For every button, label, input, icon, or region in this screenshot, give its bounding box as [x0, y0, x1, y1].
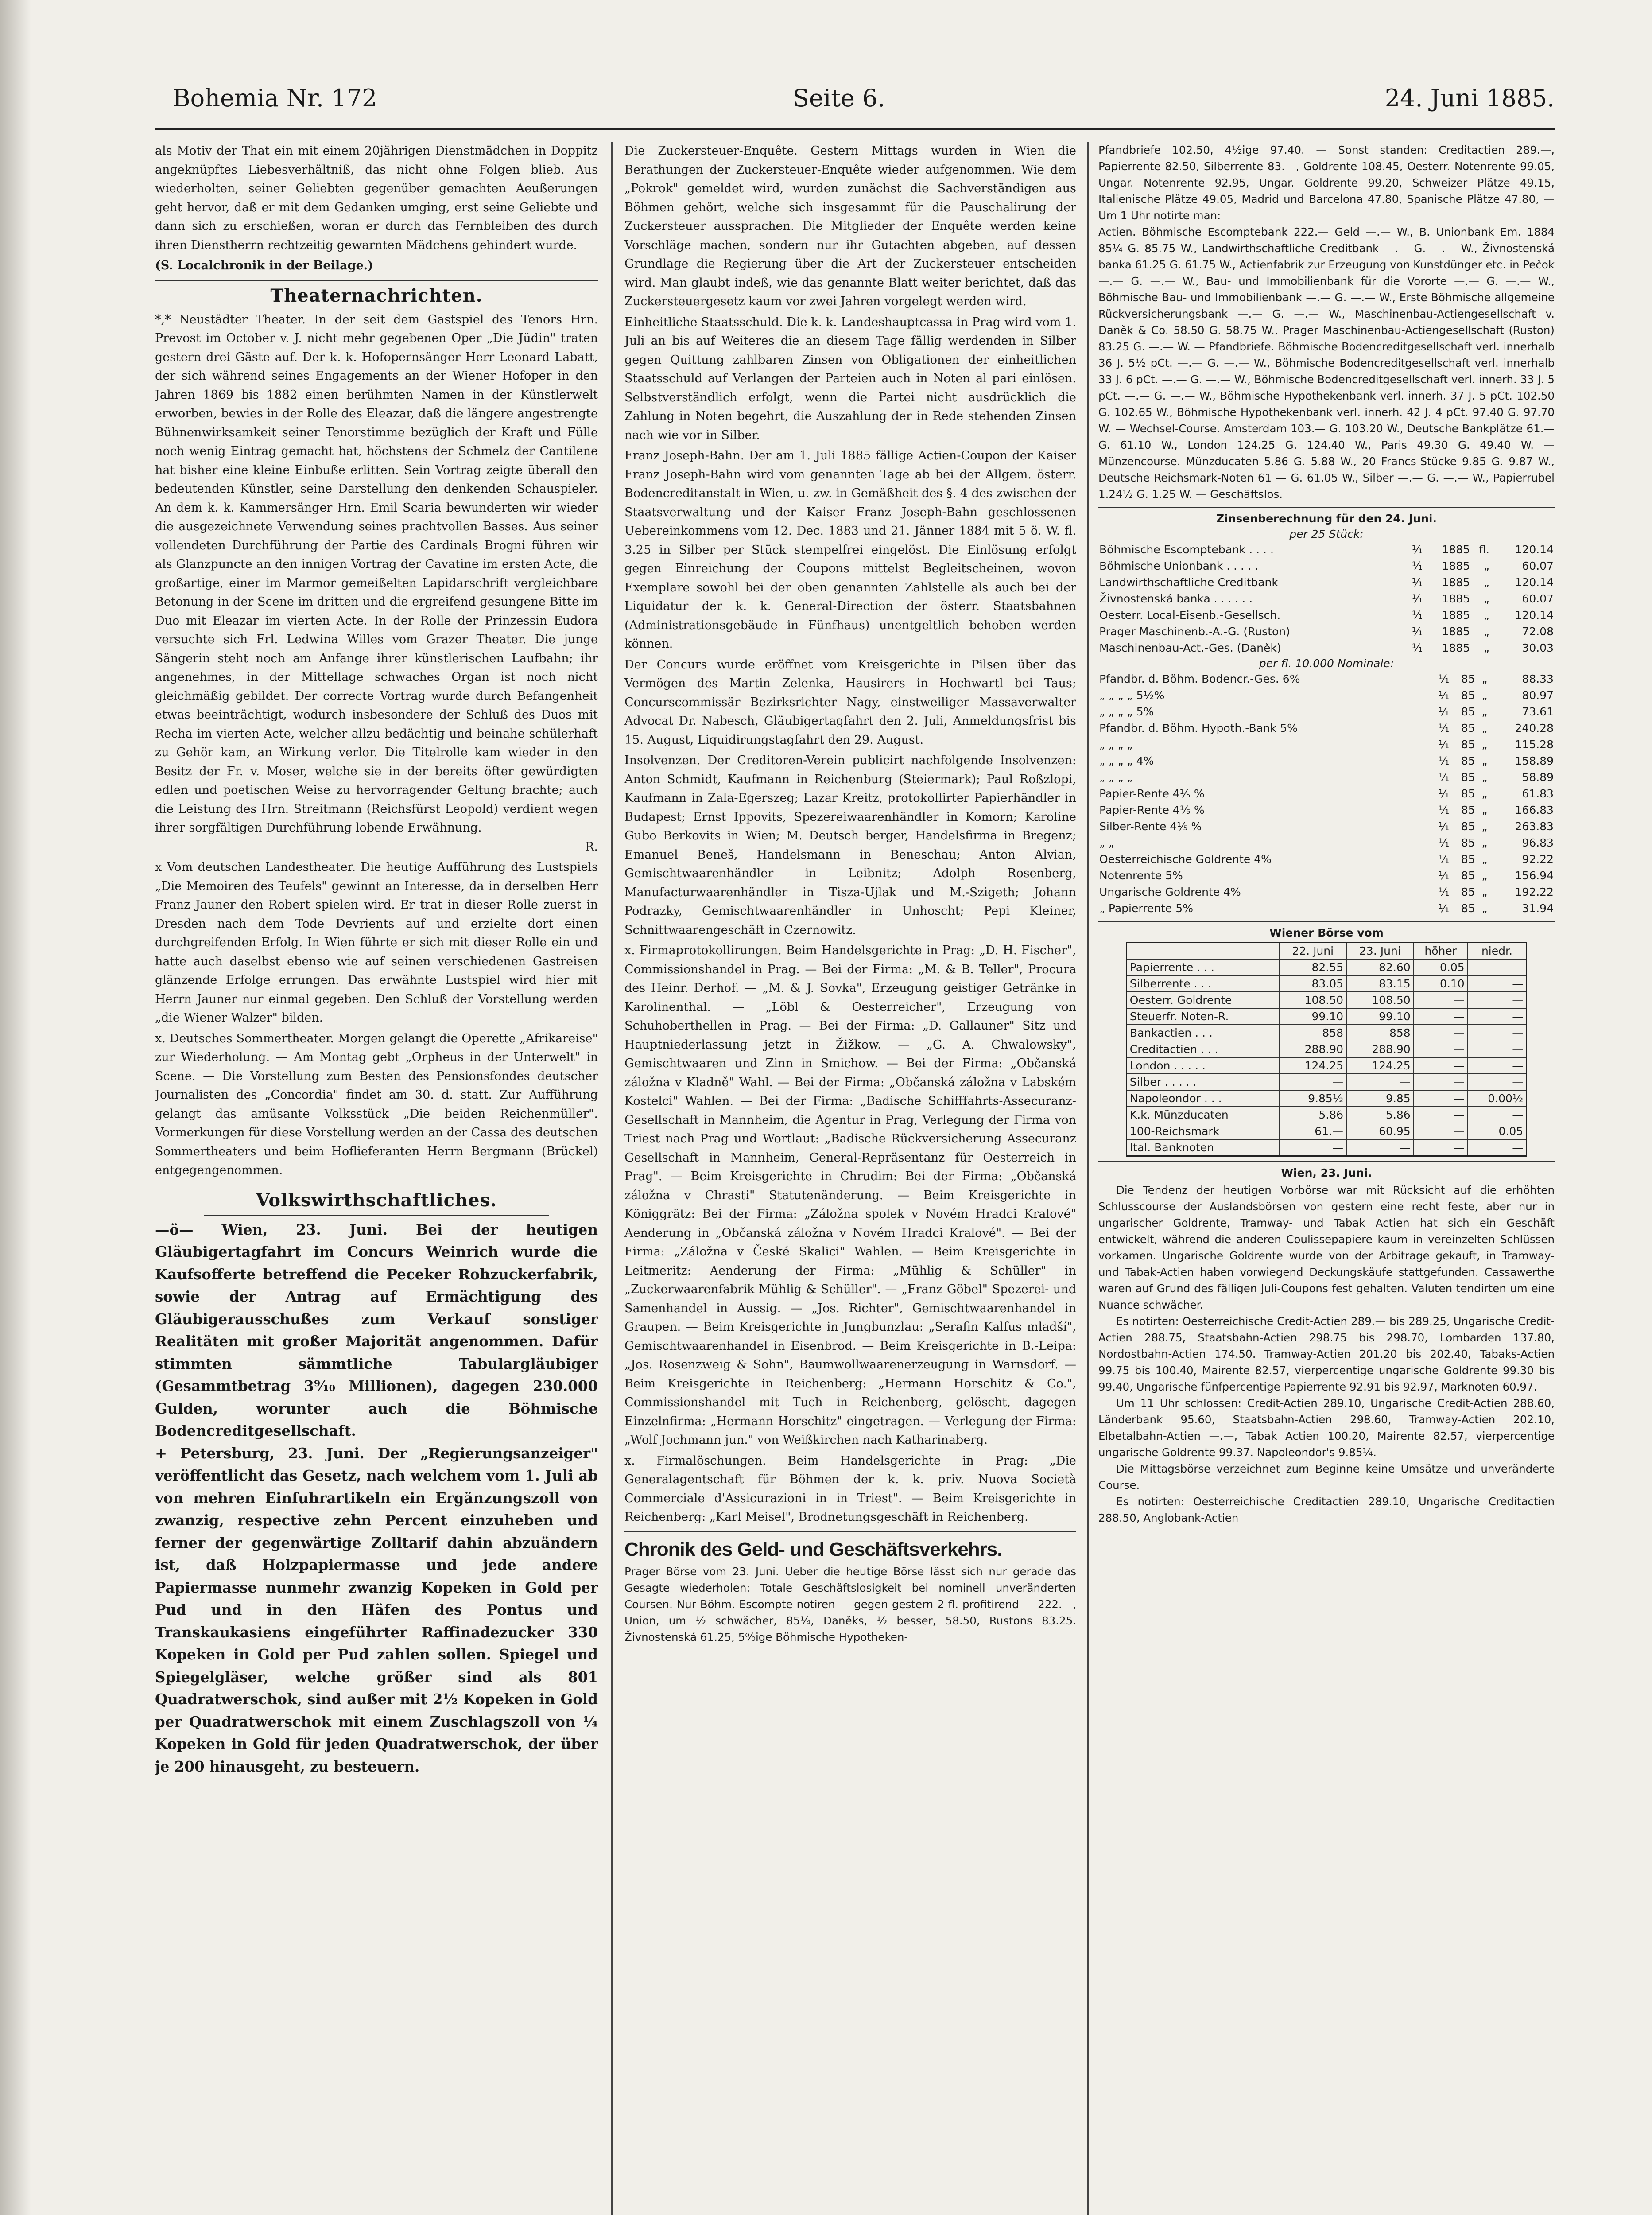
- zinsen-fraction: ¹⁄₁: [1412, 641, 1423, 654]
- zinsen-table-bonds: [1098, 671, 1555, 917]
- section-heading-theatre: Theaternachrichten.: [270, 285, 483, 306]
- boerse-cell: 108.50: [1279, 992, 1346, 1008]
- zinsen-value: 92.22: [1522, 853, 1554, 866]
- boerse-cell: 0.00½: [1468, 1090, 1527, 1107]
- zinsen-currency: „: [1484, 592, 1489, 605]
- zinsen-value: 120.14: [1515, 609, 1554, 622]
- column-2: [624, 142, 1076, 2215]
- boerse-cell: 83.15: [1346, 975, 1414, 992]
- zinsen-row: [1098, 607, 1555, 623]
- divider-short: [204, 1215, 549, 1216]
- zinsen-sub-25: per 25 Stück:: [1289, 528, 1364, 540]
- boerse-cell: —: [1414, 1107, 1468, 1123]
- zinsen-row: [1098, 818, 1555, 835]
- boerse-cell: —: [1468, 1139, 1527, 1156]
- zinsen-row: [1098, 900, 1555, 917]
- zinsen-fraction: ¹⁄₁: [1438, 804, 1450, 816]
- zinsen-sub-nominale: per fl. 10.000 Nominale:: [1259, 657, 1394, 670]
- column-divider-1: [611, 142, 613, 2215]
- zinsen-name: Papier-Rente 4¹⁄₅ %: [1099, 787, 1205, 800]
- zinsen-row: [1098, 769, 1555, 785]
- market-actien: Actien. Böhmische Escomptebank 222.— Geld —.— W., B. Unionbank Em. 1884 85¼ G. 85.75 W., Landwirthschaftliche Creditbank —.— G. —.— W., Živnostenská banka 61.25 G. 61.75 W., Actienfabrik zur Erzeugung von Kunstdünger etc. in Pečok —.— G. —.— W., Bau- und Immobilienbank für die Vororte —.— G. —.— W., Böhmische Bau- und Immobilienbank —.— G. —.— W., Erste Böhmische allgemeine Rückversicherungsbank —.— G. —.— W., Maschinenbau-Actiengesellschaft v. Daněk & Co. 58.50 G. 58.75 W., Prager Maschinenbau-Actiengesellschaft (Ruston) 83.25 G. —.— W. — Pfandbriefe. Böhmische Bodencreditgesellschaft verl. innerhalb 36 J. 5½ pCt. —.— G. —.— W., Böhmische Bodencreditgesellschaft verl. innerhalb 33 J. 6 pCt. —.— G. —.— W., Böhmische Bodencreditgesellschaft verl. innerh. 33 J. 5 pCt. —.— G. —.— W., Böhmische Hypothekenbank verl. innerh. 37 J. 5 pCt. 102.50 G. 102.65 W., Böhmische Hypothekenbank verl. innerh. 42 J. 4 pCt. 97.40 G. 97.70 W. — Wechsel-Course. Amsterdam 103.— G. 103.20 W., Deutsche Bankplätze 61.— G. 61.10 W., London 124.25 G. 124.40 W., Paris 49.30 G. 49.40 W. — Münzencourse. Münzducaten 5.86 G. 5.88 W., 20 Francs-Stücke 9.85 G. 9.87 W., Deutsche Reichsmark-Noten 61 — G. 61.05 W., Silber —.— G. —.— W., Papierrubel 1.24½ G. 1.25 W. — Geschäftslos.: [1098, 225, 1555, 501]
- page-header: [128, 75, 1555, 124]
- zinsen-year: 85: [1461, 722, 1475, 734]
- article-prager-boerse: Prager Börse vom 23. Juni. Ueber die heutige Börse lässt sich nur gerade das Gesagte wiederholen: Totale Geschäftslosigkeit bei nominell unveränderten Coursen. Nur Böhm. Escompte notiren — gegen gestern 2 fl. profitirend — 222.—, Union, um ½ schwächer, 85¼, Daněks, ½ besser, 58.50, Rustons 83.25. Živnostenská 61.25, 5⁰⁄₀ige Böhmische Hypotheken-: [624, 1565, 1076, 1644]
- zinsen-fraction: ¹⁄₁: [1438, 722, 1450, 734]
- zinsen-name: „ „: [1099, 836, 1114, 849]
- boerse-row: [1126, 1008, 1526, 1025]
- zinsen-value: 156.94: [1515, 869, 1554, 882]
- zinsen-currency: „: [1484, 576, 1489, 589]
- article-firmaloeschungen: x. Firmalöschungen. Beim Handelsgerichte in Prag: „Die Generalagentschaft für Böhmen der k. k. priv. Nuova Società Commerciale d'Assicurazioni in in Triest". — Beim Kreisgerichte in Reichenberg: „Karl Meisel", Brodnetungsgeschäft in Reichenberg.: [624, 1453, 1076, 1524]
- boerse-cell: Steuerfr. Noten-R.: [1126, 1008, 1279, 1025]
- zinsen-name: Ungarische Goldrente 4%: [1099, 886, 1241, 898]
- zinsen-year: 1885: [1442, 560, 1470, 572]
- zinsen-year: 85: [1461, 869, 1475, 882]
- zinsen-year: 85: [1461, 754, 1475, 767]
- boerse-column-header: 23. Juni: [1346, 943, 1414, 960]
- boerse-cell: Napoleondor . . .: [1126, 1090, 1279, 1107]
- zinsen-name: „ „ „ „: [1099, 771, 1133, 784]
- boerse-cell: 82.55: [1279, 959, 1346, 975]
- article-franz-joseph-bahn: Franz Joseph-Bahn. Der am 1. Juli 1885 fällige Actien-Coupon der Kaiser Franz Joseph-Bahn wird vom genannten Tage ab bei der Allgem. österr. Bodencreditanstalt in Wien, u. zw. in Gemäßheit des §. 4 des zwischen der Staatsverwaltung und der Kaiser Franz Joseph-Bahn geschlossenen Uebereinkommens vom 12. Dec. 1883 und 21. Jänner 1884 mit 5 ö. W. fl. 3.25 in Silber per Stück stempelfrei eingelöst. Die Einlösung erfolgt gegen Einreichung der Coupons mittelst Begleitscheinen, wovon Exemplare sowohl bei der oben genannten Zahlstelle als auch bei der Liquidatur der k. k. General-Direction der österr. Staatsbahnen (Administrationsgebäude in Fünfhaus) unentgeltlich behoben werden können.: [624, 449, 1076, 651]
- boerse-row: [1126, 1123, 1526, 1139]
- boerse-cell: 288.90: [1279, 1041, 1346, 1057]
- zinsen-name: „ „ „ „ 4%: [1099, 754, 1154, 767]
- zinsen-name: Landwirthschaftliche Creditbank: [1099, 576, 1278, 589]
- zinsen-row: [1098, 867, 1555, 884]
- zinsen-name: Prager Maschinenb.-A.-G. (Ruston): [1099, 625, 1290, 638]
- zinsen-year: 85: [1461, 705, 1475, 718]
- zinsen-currency: „: [1481, 754, 1488, 767]
- divider: [1098, 1161, 1555, 1162]
- article-insolvenzen: Insolvenzen. Der Creditoren-Verein publicirt nachfolgende Insolvenzen: Anton Schmidt, Kaufmann in Reichenburg (Steiermark); Paul Roßzlopi, Kaufmann in Zala-Egerszeg; Lazar Kreitz, protokollirter Papierhändler in Budapest; Ernst Ippovits, Spezereiwaarenhändler in Komorn; Karoline Gubo Berkovits in Wien; M. Deutsch berger, Handelsfirma in Bregenz; Emanuel Beneš, Handelsmann in Beneschau; Anton Alvian, Gemischtwaarenhändler in Leibnitz; Adolph Rosenberg, Manufacturwaarenhändler in Tisza-Ujlak und M.-Szigeth; Johann Podrazky, Gemischtwaarenhändler in Unhoscht; Pepi Kleiner, Schnittwaarengeschäft in Czernowitz.: [624, 754, 1076, 937]
- zinsen-value: 96.83: [1522, 836, 1554, 849]
- boerse-cell: 0.05: [1468, 1123, 1527, 1139]
- zinsen-row: [1098, 835, 1555, 851]
- zinsen-currency: „: [1481, 722, 1488, 734]
- zinsen-currency: „: [1481, 771, 1488, 784]
- boerse-header-row: [1126, 943, 1526, 960]
- boerse-cell: 5.86: [1346, 1107, 1414, 1123]
- zinsen-year: 85: [1461, 787, 1475, 800]
- zinsen-row: [1098, 687, 1555, 703]
- article-wien: —ö— Wien, 23. Juni. Bei der heutigen Gläubigertagfahrt im Concurs Weinrich wurde die Kaufsofferte betreffend die Peceker Rohzuckerfabrik, sowie der Antrag auf Ermächtigung des Gläubigerausschußes zum Verkauf sonstiger Realitäten mit großer Majorität angenommen. Dafür stimmten sämmtliche Tabulargläubiger (Gesammtbetrag 3⁹⁄₁₀ Millionen), dagegen 230.000 Gulden, worunter auch die Böhmische Bodencreditgesellschaft.: [155, 1220, 598, 1439]
- zinsen-fraction: ¹⁄₁: [1438, 886, 1450, 898]
- boerse-row: [1126, 1107, 1526, 1123]
- zinsen-fraction: ¹⁄₁: [1438, 738, 1450, 751]
- zinsen-value: 80.97: [1522, 689, 1554, 702]
- zinsen-year: 85: [1461, 902, 1475, 915]
- boerse-cell: Creditactien . . .: [1126, 1041, 1279, 1057]
- zinsen-year: 85: [1461, 672, 1475, 685]
- boerse-cell: —: [1414, 1008, 1468, 1025]
- zinsen-value: 263.83: [1515, 820, 1554, 833]
- boerse-cell: 0.10: [1414, 975, 1468, 992]
- boerse-cell: 60.95: [1346, 1123, 1414, 1139]
- boerse-column-header: [1126, 943, 1279, 960]
- zinsen-currency: „: [1484, 609, 1489, 622]
- zinsen-currency: „: [1481, 689, 1488, 702]
- zinsen-currency: „: [1484, 625, 1489, 638]
- boerse-cell: 0.05: [1414, 959, 1468, 975]
- zinsen-name: Pfandbr. d. Böhm. Hypoth.-Bank 5%: [1099, 722, 1298, 734]
- zinsen-fraction: ¹⁄₁: [1438, 902, 1450, 915]
- section-heading-economy: Volkswirthschaftliches.: [256, 1189, 497, 1211]
- zinsen-row: [1098, 720, 1555, 736]
- boerse-cell: —: [1414, 1057, 1468, 1074]
- zinsen-year: 1885: [1442, 609, 1470, 622]
- boerse-cell: 288.90: [1346, 1041, 1414, 1057]
- zinsen-name: „ „ „ „: [1099, 738, 1133, 751]
- header-issue: Bohemia Nr. 172: [173, 84, 377, 112]
- column-divider-2: [1087, 142, 1089, 2215]
- article-neustaedter-theater: *,* Neustädter Theater. In der seit dem Gastspiel des Tenors Hrn. Prevost im October v. J. nicht mehr gegebenen Oper „Die Jüdin" traten gestern drei Gäste auf. Der k. k. Hofopernsänger Herr Leonard Labatt, der sich während seines Engagements an der Wiener Hofoper in den Jahren 1869 bis 1882 einen berühmten Namen in der Künstlerwelt erworben, bewies in der Rolle des Eleazar, daß die längere angestrengte Bühnenwirksamkeit seiner Tenorstimme bezüglich der Kraft und Fülle noch wenig Eintrag gemacht hat, höchstens der Schmelz der Cantilene hat bisher eine kleine Einbuße erlitten. Sein Vortrag zeigte überall den bedeutenden Künstler, seine Darstellung den denkenden Schauspieler. An dem k. k. Kammersänger Hrn. Emil Scaria bewunderten wir wieder die ausgezeichnete Verwendung seines prachtvollen Basses. Aus seiner vollendeten Durchführung der Partie des Cardinals Brogni führen wir als Glanzpuncte an den innigen Vortrag der Cavatine im ersten Acte, die großartige, einer im Marmor gemeißelten Lapidarschrift vergleichbare Betonung in der Scene im dritten und die ergreifend gesungene Bitte im Duo mit Eleazar im vierten Acte. In der Rolle der Prinzessin Eudora versuchte sich Frl. Ledwina Willes vom Grazer Theater. Die junge Sängerin steht noch am Anfange ihrer künstlerischen Laufbahn; ihr angenehmes, in der Mittellage schwaches Organ ist noch nicht gleichmäßig gebildet. Der correcte Vortrag wurde durch Befangenheit etwas beeinträchtigt, wodurch insbesondere der Schluß des Duos mit Recha im vierten Acte, welcher allzu bedächtig und beinahe schülerhaft zu Gehör kam, an Wirkung verlor. Die Titelrolle kam wieder in den Besitz der Fr. v. Moser, welche sie in der bereits öfter gewürdigten edlen und poetischen Weise zu hervorragender Geltung brachte; auch die Leistung des Hrn. Streitmann (Reichsfürst Leopold) verdient wegen ihrer sorgfältigen Durchführung lobende Erwähnung.: [155, 312, 598, 835]
- boerse-cell: K.k. Münzducaten: [1126, 1107, 1279, 1123]
- zinsen-row: [1098, 884, 1555, 900]
- zinsen-year: 85: [1461, 886, 1475, 898]
- boerse-cell: London . . . . .: [1126, 1057, 1279, 1074]
- zinsen-fraction: ¹⁄₁: [1438, 836, 1450, 849]
- boerse-cell: 100-Reichsmark: [1126, 1123, 1279, 1139]
- zinsen-year: 85: [1461, 836, 1475, 849]
- zinsen-value: 72.08: [1522, 625, 1554, 638]
- zinsen-currency: „: [1481, 787, 1488, 800]
- boerse-cell: 99.10: [1279, 1008, 1346, 1025]
- zinsen-name: Böhmische Unionbank . . . . .: [1099, 560, 1258, 572]
- zinsen-currency: „: [1481, 853, 1488, 866]
- market-continued: Pfandbriefe 102.50, 4½ige 97.40. — Sonst standen: Creditactien 289.—, Papierrente 82.50, Silberrente 83.—, Goldrente 108.45, Oesterr. Notenrente 99.05, Ungar. Notenrente 92.95, Ungar. Goldrente 99.20, Schweizer Plätze 49.15, Italienische Plätze 49.05, Madrid und Barcelona 47.80, Spanische Plätze 47.80, — Um 1 Uhr notirte man:: [1098, 144, 1555, 222]
- zinsen-row: [1098, 703, 1555, 720]
- zinsen-row: [1098, 541, 1555, 558]
- wien-report-2: Es notirten: Oesterreichische Credit-Actien 289.— bis 289.25, Ungarische Credit-Actien 288.75, Staatsbahn-Actien 298.75 bis 298.70, Lombarden 137.80, Nordostbahn-Actien 174.50. Tramway-Actien 201.20 bis 202.40, Tabaks-Actien 99.75 bis 100.40, Mairente 82.57, vierpercentige ungarische Goldrente 99.30 bis 99.40, Ungarische fünfpercentige Papierrente 92.91 bis 92.97, Marknoten 60.97.: [1098, 1315, 1555, 1393]
- boerse-heading: Wiener Börse vom: [1269, 926, 1384, 939]
- boerse-cell: 83.05: [1279, 975, 1346, 992]
- divider: [1098, 507, 1555, 508]
- zinsen-fraction: ¹⁄₁: [1438, 705, 1450, 718]
- wien-report-3: Um 11 Uhr schlossen: Credit-Actien 289.10, Ungarische Credit-Actien 288.60, Länderbank 95.60, Staatsbahn-Actien 298.60, Tramway-Actien 202.10, Elbetalbahn-Actien —.—, Tabak Actien 100.20, Mairente 82.57, vierpercentige ungarische Goldrente 99.37. Napoleondor's 9.85¼.: [1098, 1397, 1555, 1459]
- zinsen-value: 73.61: [1522, 705, 1554, 718]
- boerse-cell: —: [1414, 1090, 1468, 1107]
- zinsen-currency: „: [1481, 705, 1488, 718]
- article-signature: R.: [585, 839, 598, 854]
- zinsen-name: Oesterr. Local-Eisenb.-Gesellsch.: [1099, 609, 1281, 622]
- boerse-cell: —: [1468, 992, 1527, 1008]
- boerse-cell: —: [1414, 1139, 1468, 1156]
- article-concurs: Der Concurs wurde eröffnet vom Kreisgerichte in Pilsen über das Vermögen des Martin Zelenka, Hausirers in Hochwartl bei Taus; Concurscommissär Bezirksrichter Nagy, einstweiliger Massaverwalter Advocat Dr. Nabesch, Gläubigertagfahrt den 2. Juli, Anmeldungsfrist bis 15. August, Liquidirungstagfahrt den 29. August.: [624, 657, 1076, 747]
- boerse-column-header: höher: [1414, 943, 1468, 960]
- boerse-row: [1126, 1090, 1526, 1107]
- zinsen-value: 120.14: [1515, 543, 1554, 556]
- boerse-cell: Bankactien . . .: [1126, 1025, 1279, 1041]
- boerse-cell: 9.85: [1346, 1090, 1414, 1107]
- newspaper-page: [128, 75, 1555, 2215]
- zinsen-value: 60.07: [1522, 592, 1554, 605]
- zinsen-value: 115.28: [1515, 738, 1554, 751]
- boerse-cell: 108.50: [1346, 992, 1414, 1008]
- zinsen-fraction: ¹⁄₁: [1412, 560, 1423, 572]
- boerse-column-header: niedr.: [1468, 943, 1527, 960]
- zinsen-fraction: ¹⁄₁: [1438, 754, 1450, 767]
- boerse-cell: 9.85½: [1279, 1090, 1346, 1107]
- zinsen-fraction: ¹⁄₁: [1438, 672, 1450, 685]
- boerse-cell: 858: [1346, 1025, 1414, 1041]
- zinsen-fraction: ¹⁄₁: [1438, 689, 1450, 702]
- zinsen-currency: „: [1481, 836, 1488, 849]
- zinsen-value: 30.03: [1522, 641, 1554, 654]
- boerse-row: [1126, 959, 1526, 975]
- zinsen-currency: „: [1481, 820, 1488, 833]
- zinsen-name: Papier-Rente 4¹⁄₅ %: [1099, 804, 1205, 816]
- boerse-cell: —: [1468, 1025, 1527, 1041]
- wien-report-4: Die Mittagsbörse verzeichnet zum Beginne keine Umsätze und unveränderte Course.: [1098, 1462, 1555, 1492]
- zinsen-name: Oesterreichische Goldrente 4%: [1099, 853, 1272, 866]
- boerse-column-header: 22. Juni: [1279, 943, 1346, 960]
- zinsen-fraction: ¹⁄₁: [1412, 625, 1423, 638]
- zinsen-currency: „: [1481, 869, 1488, 882]
- zinsen-value: 192.22: [1515, 886, 1554, 898]
- article-firmaprotokollirungen: x. Firmaprotokollirungen. Beim Handelsgerichte in Prag: „D. H. Fischer", Commissionshandel in Prag. — Bei der Firma: „M. & B. Teller", Procura des Heinr. Derhof. — „M. & J. Sovka", Erzeugung geistiger Getränke in Karolinenthal. — „Löbl & Oesterreicher", Erzeugung von Schuhoberthellen in Prag. — Bei der Firma: „D. Gallauner" Sitz und Hauptniederlassung jetzt in Žižkow. — „G. A. Chwalowsky", Gemischtwaaren und Zinn in Smichow. — Bei der Firma: „Občanská záložna v Kladně" Wahl. — Bei der Firma: „Občanská záložna v Labském Kostelci" Wahlen. — Bei der Firma: „Badische Schifffahrts-Assecuranz-Gesellschaft in Mannheim, die Agentur in Prag, Verlegung der Firma von Triest nach Prag und Wortlaut: „Badische Rückversicherung Assecuranz Gesellschaft in Mannheim, General-Repräsentanz für Oesterreich in Prag". — Beim Kreisgerichte in Chrudim: Bei der Firma: „Občanská záložna v Chrasti" Statutenänderung. — Beim Kreisgerichte in Königgrätz: Bei der Firma: „Záložna spolek v Novém Hradci Kralové" Aenderung in „Občanská záložna v Novém Hradci Kralové". — Bei der Firma: „Záložna v České Skalici" Wahlen. — Beim Kreisgerichte in Leitmeritz: Aenderung der Firma: „Mühlig & Schüller" in „Zuckerwaarenfabrik Mühlig & Schüller". — „Franz Göbel" Spezerei- und Samenhandel in Aussig. — „Jos. Richter", Gemischtwaarenhandel in Graupen. — Beim Kreisgerichte in Jungbunzlau: „Serafin Kalfus mladší", Gemischtwaarenhandel in Eisenbrod. — Beim Kreisgerichte in B.-Leipa: „Jos. Rosenzweig & Sohn", Baumwollwaarenerzeugung in Warnsdorf. — Beim Kreisgerichte in Reichenberg: „Hermann Horschitz & Co.", Commissionshandel mit Tuch in Reichenberg, gelöscht, dagegen Einzelnfirma: „Hermann Horschitz" eingetragen. — Verlegung der Firma: „Wolf Jochmann jun." von Weißkirchen nach Katharinaberg.: [624, 944, 1076, 1447]
- forward-note: (S. Localchronik in der Beilage.): [155, 259, 373, 272]
- zinsen-name: Silber-Rente 4¹⁄₅ %: [1099, 820, 1202, 833]
- boerse-row: [1126, 1025, 1526, 1041]
- boerse-cell: —: [1468, 959, 1527, 975]
- zinsen-year: 85: [1461, 689, 1475, 702]
- zinsen-value: 31.94: [1522, 902, 1554, 915]
- zinsen-currency: fl.: [1479, 543, 1489, 556]
- zinsen-value: 58.89: [1522, 771, 1554, 784]
- boerse-cell: 124.25: [1279, 1057, 1346, 1074]
- zinsen-currency: „: [1481, 738, 1488, 751]
- boerse-cell: —: [1346, 1139, 1414, 1156]
- zinsen-name: „ „ „ „ 5%: [1099, 705, 1154, 718]
- zinsen-value: 88.33: [1522, 672, 1554, 685]
- boerse-cell: 61.—: [1279, 1123, 1346, 1139]
- article-petersburg: + Petersburg, 23. Juni. Der „Regierungsanzeiger" veröffentlicht das Gesetz, nach welchem vom 1. Juli ab von mehren Einfuhrartikeln ein Ergänzungszoll von zwanzig, respective zehn Percent einzuheben und ferner der gegenwärtige Zolltarif dahin abzuändern ist, daß Holzpapiermasse und jede andere Papiermasse nunmehr zwanzig Kopeken in Gold per Pud und in den Häfen des Pontus und Transkaukasiens eingeführter Raffinadezucker 330 Kopeken in Gold per Pud zahlen sollen. Spiegel und Spiegelgläser, welche größer sind als 801 Quadratwerschok, sind außer mit 2½ Kopeken in Gold per Quadratwerschok mit einem Zuschlagszoll von ¼ Kopeken in Gold für jeden Quadratwerschok, der über je 200 hinausgeht, zu besteuern.: [155, 1444, 598, 1775]
- boerse-row: [1126, 1041, 1526, 1057]
- zinsen-year: 1885: [1442, 625, 1470, 638]
- zinsen-name: Živnostenská banka . . . . . .: [1099, 592, 1253, 605]
- zinsen-table-shares: [1098, 541, 1555, 656]
- boerse-cell: —: [1468, 975, 1527, 992]
- zinsen-value: 60.07: [1522, 560, 1554, 572]
- boerse-row: [1126, 1139, 1526, 1156]
- zinsen-year: 85: [1461, 853, 1475, 866]
- zinsen-year: 85: [1461, 771, 1475, 784]
- boerse-cell: —: [1414, 1025, 1468, 1041]
- header-page-number: Seite 6.: [793, 84, 885, 112]
- divider: [624, 1531, 1076, 1532]
- boerse-cell: —: [1468, 1074, 1527, 1090]
- wiener-boerse-table: [1126, 942, 1527, 1157]
- boerse-cell: Oesterr. Goldrente: [1126, 992, 1279, 1008]
- zinsen-fraction: ¹⁄₁: [1412, 592, 1423, 605]
- zinsen-year: 1885: [1442, 543, 1470, 556]
- header-date: 24. Juni 1885.: [1384, 84, 1555, 112]
- zinsen-fraction: ¹⁄₁: [1438, 787, 1450, 800]
- zinsen-currency: „: [1484, 641, 1489, 654]
- boerse-cell: 124.25: [1346, 1057, 1414, 1074]
- zinsen-row: [1098, 753, 1555, 769]
- zinsen-name: Notenrente 5%: [1099, 869, 1183, 882]
- boerse-cell: —: [1468, 1008, 1527, 1025]
- zinsen-value: 61.83: [1522, 787, 1554, 800]
- zinsen-fraction: ¹⁄₁: [1412, 609, 1423, 622]
- zinsen-value: 240.28: [1515, 722, 1554, 734]
- zinsen-row: [1098, 802, 1555, 818]
- wien-report-1: Die Tendenz der heutigen Vorbörse war mit Rücksicht auf die erhöhten Schlusscourse der Auslandsbörsen von gestern eine recht feste, aber nur in ungarischer Goldrente, Tramway- und Tabak Actien hat sich ein Geschäft entwickelt, während die anderen Coulissepapiere kaum in vereinzelten Schlüssen vorkamen. Ungarische Goldrente wurde von der Arbitrage gekauft, in Tramway- und Tabak-Actien haben vorwiegend Deckungskäufe stattgefunden. Cassawerthe waren auf Grund des fälligen Juli-Coupons fest gehalten. Valuten tendirten um eine Nuance schwächer.: [1098, 1184, 1555, 1311]
- boerse-cell: —: [1346, 1074, 1414, 1090]
- zinsen-currency: „: [1484, 560, 1489, 572]
- wien-heading: Wien, 23. Juni.: [1281, 1166, 1372, 1179]
- boerse-cell: 82.60: [1346, 959, 1414, 975]
- column-1: [155, 142, 598, 2215]
- zinsen-year: 1885: [1442, 592, 1470, 605]
- boerse-cell: Silber . . . . .: [1126, 1074, 1279, 1090]
- zinsen-name: „ „ „ „ 5½%: [1099, 689, 1165, 702]
- zinsen-year: 85: [1461, 738, 1475, 751]
- boerse-cell: Ital. Banknoten: [1126, 1139, 1279, 1156]
- zinsen-row: [1098, 574, 1555, 591]
- zinsen-name: „ Papierrente 5%: [1099, 902, 1193, 915]
- zinsen-year: 85: [1461, 804, 1475, 816]
- boerse-cell: 858: [1279, 1025, 1346, 1041]
- article-intro: als Motiv der That ein mit einem 20jährigen Dienstmädchen in Doppitz angeknüpftes Liebesverhältniß, das nicht ohne Folgen blieb. Aus wiederholten, seiner Geliebten gegenüber gemachten Aeußerungen geht hervor, daß er mit dem Gedanken umging, erst seine Geliebte und dann sich zu erschießen, woran er durch das Fernbleiben des durch ihren Dienstherrn rechtzeitig gewarnten Mädchens gehindert wurde.: [155, 144, 598, 252]
- boerse-cell: —: [1279, 1139, 1346, 1156]
- zinsen-value: 158.89: [1515, 754, 1554, 767]
- boerse-cell: —: [1414, 1123, 1468, 1139]
- boerse-cell: —: [1279, 1074, 1346, 1090]
- zinsen-heading: Zinsenberechnung für den 24. Juni.: [1216, 512, 1437, 525]
- header-rule: [155, 128, 1555, 130]
- zinsen-fraction: ¹⁄₁: [1412, 576, 1423, 589]
- boerse-row: [1126, 1074, 1526, 1090]
- zinsen-currency: „: [1481, 804, 1488, 816]
- zinsen-currency: „: [1481, 672, 1488, 685]
- boerse-cell: 5.86: [1279, 1107, 1346, 1123]
- boerse-cell: 99.10: [1346, 1008, 1414, 1025]
- zinsen-currency: „: [1481, 902, 1488, 915]
- zinsen-value: 166.83: [1515, 804, 1554, 816]
- zinsen-year: 1885: [1442, 576, 1470, 589]
- zinsen-fraction: ¹⁄₁: [1438, 853, 1450, 866]
- boerse-cell: —: [1468, 1057, 1527, 1074]
- boerse-row: [1126, 992, 1526, 1008]
- wien-report-5: Es notirten: Oesterreichische Creditactien 289.10, Ungarische Creditactien 288.50, Anglobank-Actien: [1098, 1495, 1555, 1524]
- boerse-cell: Silberrente . . .: [1126, 975, 1279, 992]
- boerse-cell: —: [1468, 1041, 1527, 1057]
- zinsen-row: [1098, 851, 1555, 867]
- zinsen-row: [1098, 591, 1555, 607]
- zinsen-value: 120.14: [1515, 576, 1554, 589]
- zinsen-row: [1098, 785, 1555, 802]
- zinsen-row: [1098, 623, 1555, 640]
- boerse-cell: —: [1468, 1107, 1527, 1123]
- zinsen-currency: „: [1481, 886, 1488, 898]
- column-3: [1098, 142, 1555, 2215]
- boerse-cell: Papierrente . . .: [1126, 959, 1279, 975]
- zinsen-fraction: ¹⁄₁: [1412, 543, 1423, 556]
- zinsen-year: 1885: [1442, 641, 1470, 654]
- boerse-row: [1126, 1057, 1526, 1074]
- article-staatsschuld: Einheitliche Staatsschuld. Die k. k. Landeshauptcassa in Prag wird vom 1. Juli an bis auf Weiteres die an diesem Tage fällig werdenden in Silber gegen Quittung zahlbaren Zinsen von Obligationen der einheitlichen Staatsschuld auf Verlangen der Parteien auch in Noten al pari einlösen. Selbstverständlich erfolgt, wenn die Partei nicht ausdrücklich die Zahlung in Noten begehrt, die Auszahlung der in Rede stehenden Zinsen nach wie vor in Silber.: [624, 315, 1076, 442]
- zinsen-row: [1098, 558, 1555, 574]
- section-heading-chronik: Chronik des Geld- und Geschäftsverkehrs.: [624, 1538, 1002, 1560]
- page-gutter-shadow: [0, 0, 31, 2215]
- zinsen-name: Pfandbr. d. Böhm. Bodencr.-Ges. 6%: [1099, 672, 1300, 685]
- zinsen-row: [1098, 640, 1555, 656]
- boerse-cell: —: [1414, 1074, 1468, 1090]
- article-landestheater: x Vom deutschen Landestheater. Die heutige Aufführung des Lustspiels „Die Memoiren des Teufels" gewinnt an Interesse, da in derselben Herr Franz Jauner den Robert spielen wird. Er trat in dieser Rolle zuerst in Dresden nach dem Tode Devrients auf und erzielte dort einen durchgreifenden Erfolg. In Wien führte er sich mit dieser Rolle ein und hatte auch daselbst ebenso wie auf seinen verschiedenen Gastreisen glänzende Erfolge errungen. Das erwähnte Lustspiel wird hier mit Herrn Jauner nur einmal gegeben. Den Schluß der Vorstellung werden „die Wiener Walzer" bilden.: [155, 860, 598, 1025]
- zinsen-year: 85: [1461, 820, 1475, 833]
- zinsen-fraction: ¹⁄₁: [1438, 820, 1450, 833]
- boerse-cell: —: [1414, 992, 1468, 1008]
- zinsen-name: Maschinenbau-Act.-Ges. (Daněk): [1099, 641, 1281, 654]
- boerse-cell: —: [1414, 1041, 1468, 1057]
- article-sommertheater: x. Deutsches Sommertheater. Morgen gelangt die Operette „Afrikareise" zur Wiederholung. — Am Montag gebt „Orpheus in der Unterwelt" in Scene. — Die Vorstellung zum Besten des Pensionsfondes deutscher Journalisten des „Concordia" findet am 30. d. statt. Zur Aufführung gelangt das amüsante Volksstück „Die beiden Reichenmüller". Vormerkungen für diese Vorstellung werden an der Cassa des deutschen Sommertheaters und beim Hoflieferanten Herrn Bergmann (Brückel) entgegengenommen.: [155, 1031, 598, 1177]
- zinsen-row: [1098, 736, 1555, 753]
- divider: [1098, 921, 1555, 922]
- boerse-row: [1126, 975, 1526, 992]
- divider: [155, 280, 598, 281]
- zinsen-name: Böhmische Escomptebank . . . .: [1099, 543, 1274, 556]
- zinsen-fraction: ¹⁄₁: [1438, 869, 1450, 882]
- article-zuckersteuer-enquete: Die Zuckersteuer-Enquête. Gestern Mittags wurden in Wien die Berathungen der Zuckersteuer-Enquête wieder aufgenommen. Wie dem „Pokrok" gemeldet wird, wurden zunächst die Sachverständigen aus Böhmen gehört, welche sich insgesammt für die Pauschalirung der Zuckersteuer aussprachen. Die Mitglieder der Enquête werden keine Vorschläge machen, sondern nur ihr Gutachten abgeben, auf dessen Grundlage die Regierung über die Art der Zuckersteuer entscheiden wird. Man glaubt indeß, wie das genannte Blatt weiter berichtet, daß das Zuckersteuergesetz kaum vor zwei Jahren vorgelegt werden wird.: [624, 144, 1076, 308]
- zinsen-row: [1098, 671, 1555, 687]
- zinsen-fraction: ¹⁄₁: [1438, 771, 1450, 784]
